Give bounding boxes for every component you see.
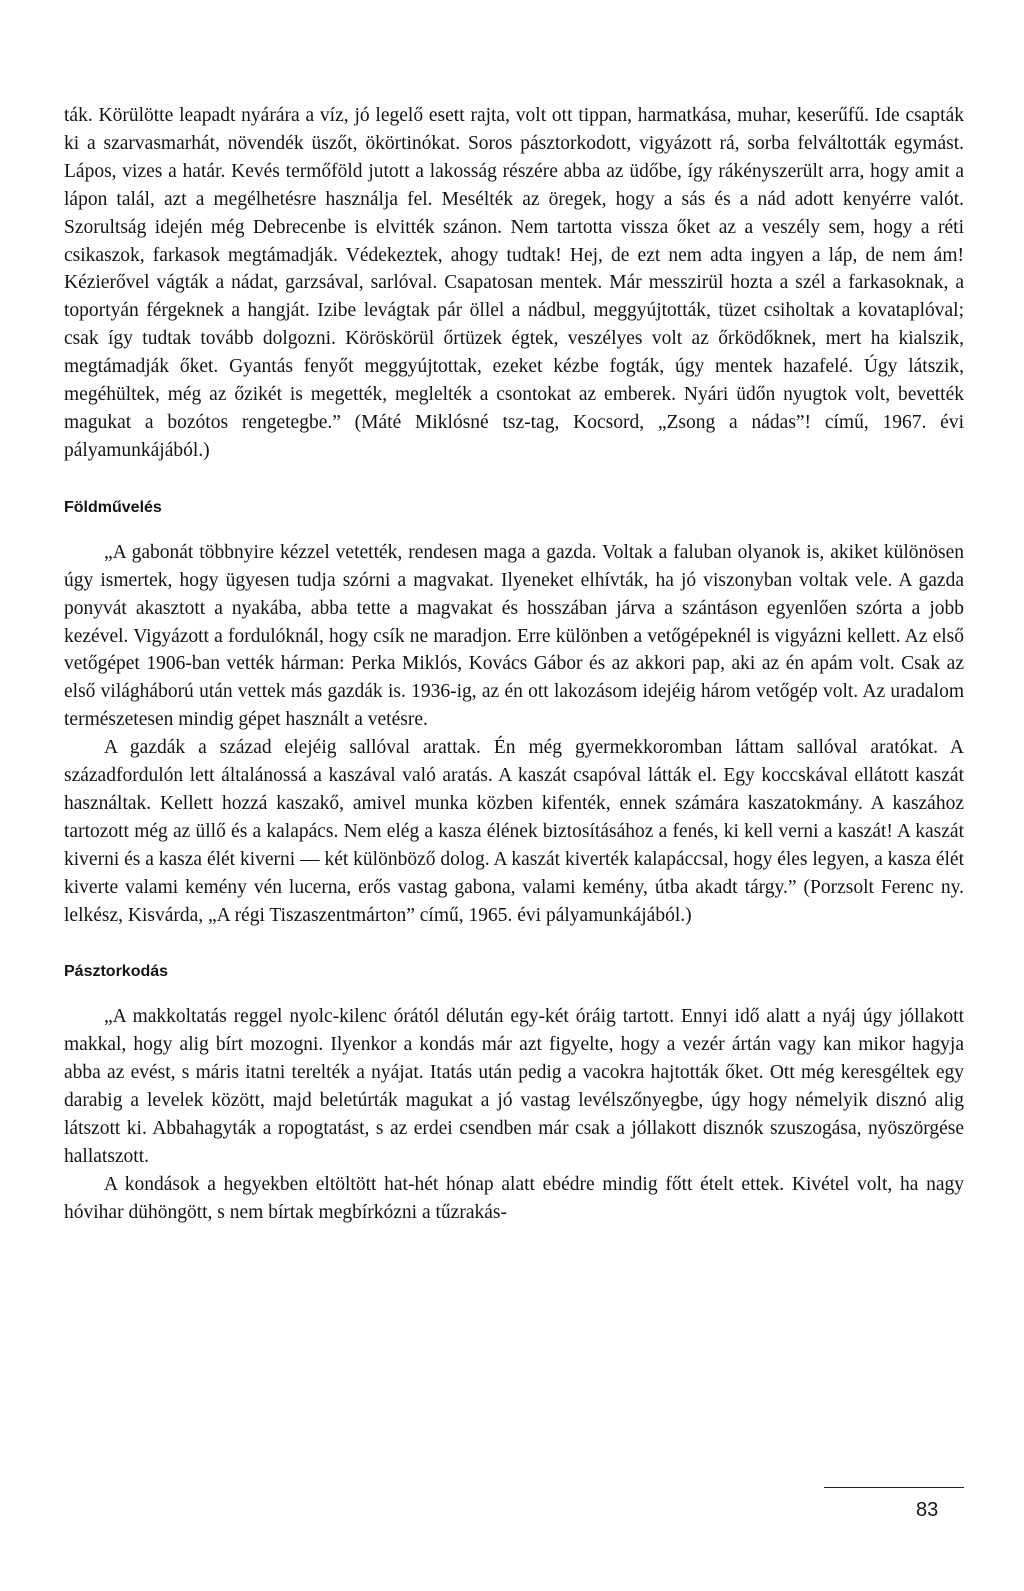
section-heading-foldmuveles: Földművelés [64,498,162,516]
paragraph: A gazdák a század elejéig sallóval arattak. Én még gyermekkoromban láttam sallóval aratókat. A századfordulón lett általánossá a kaszával való aratás. A kaszát csapóval látták el. Egy koccskával ellátott kaszát használtak. Kellett hozzá kaszakő, amivel munka közben kifenték, ennek számára kaszatokmány. A kaszához tartozott még az üllő és a kalapács. Nem elég a kasza élének biztosításához a fenés, ki kell verni a kaszát! A kaszát kiverni és a kasza élét kiverni — két különböző dolog. A kaszát kiverték kalapáccsal, hogy éles legyen, a kasza élét kiverte valami kemény vén lucerna, erős vastag gabona, valami kemény, útba akadt tárgy.” (Porzsolt Ferenc ny. lelkész, Kisvárda, „A régi Tiszaszentmárton” című, 1965. évi pályamunkájából.) [64,737,964,926]
section-pasztorkodas [64,1003,964,1226]
page-number: 83 [916,1499,939,1521]
page-body [64,102,964,1227]
paragraph: „A gabonát többnyire kézzel vetették, rendesen maga a gazda. Voltak a faluban olyanok is, akiket különösen úgy ismertek, hogy ügyesen tudja szórni a magvakat. Ilyeneket elhívták, ha jó viszonyban voltak vele. A gazda ponyvát akasztott a nyakába, abba tette a magvakat és hosszában járva a szántáson egyenlően szórta a jobb kezével. Vigyázott a fordulóknál, hogy csík ne maradjon. Erre különben a vetőgépeknél is vigyázni kellett. Az első vetőgépet 1906-ban vették hárman: Perka Miklós, Kovács Gábor és az akkori pap, aki az én apám volt. Csak az első világháború után vettek más gazdák is. 1936-ig, az én ott lakozásom idejéig három vetőgép volt. Az uradalom természetesen mindig gépet használt a vetésre. [64,541,964,731]
paragraph: „A makkoltatás reggel nyolc-kilenc órától délután egy-két óráig tartott. Ennyi idő alatt a nyáj úgy jóllakott makkal, hogy alig bírt mozogni. Ilyenkor a kondás már azt figyelte, hogy a vezér ártán vagy kan mikor hagyja abba az evést, s máris itatni terelték a nyájat. Itatás után pedig a vacokra hajtották őket. Ott még keresgéltek egy darabig a levelek között, majd beletúrták magukat a jó vastag levélszőnyegbe, úgy hogy némelyik disznó alig látszott ki. Abbahagyták a ropogtatást, s az erdei csendben már csak a jóllakott disznók szuszogása, nyöszörgése hallatszott. [64,1006,964,1167]
footer-rule [824,1487,964,1488]
intro-paragraph [64,102,964,465]
section-heading-pasztorkodas: Pásztorkodás [64,963,169,981]
section-foldmuveles [64,539,964,930]
paragraph: A kondások a hegyekben eltöltött hat-hét hónap alatt ebédre mindig főtt ételt ettek. Kivétel volt, ha nagy hóvihar dühöngött, s nem bírtak megbírkózni a tűzrakás- [64,1173,964,1223]
intro-text: ták. Körülötte leapadt nyárára a víz, jó legelő esett rajta, volt ott tippan, harmatkása, muhar, keserűfű. Ide csapták ki a szarvasmarhát, növendék üszőt, ökörtinókat. Soros pásztorkodott, vigyázott rá, sorba felváltották egymást. Lápos, vizes a határ. Kevés termőföld jutott a lakosság részére abba az üdőbe, így rákényszerült arra, hogy amit a lápon talál, azt a megélhetésre használja fel. Mesélték az öregek, hogy a sás és a nád adott kenyérre valót. Szorultság idején még Debrecenbe is elvitték szánon. Nem tartotta vissza őket az a veszély sem, hogy a réti csikaszok, farkasok megtámadják. Védekeztek, ahogy tudtak! Hej, de ezt nem adta ingyen a láp, de nem ám! Kézierővel vágták a nádat, garzsával, sarlóval. Csapatosan mentek. Már messzirül hozta a szél a farkasoknak, a toportyán férgeknek a hangját. Izibe levágtak pár öllel a nádbul, meggyújtották, tüzet csiholtak a kovataplóval; csak így tudtak tovább dolgozni. Köröskörül őrtüzek égtek, veszélyes volt az őrködőknek, mert ha kialszik, megtámadják őket. Gyantás fenyőt meggyújtottak, ezeket kézbe fogták, úgy mentek hazafelé. Úgy látszik, megéhültek, még az őzikét is megették, meglelték a csontokat az emberek. Nyári üdőn nyugtok volt, bevették magukat a bozótos rengetegbe.” (Máté Miklósné tsz-tag, Kocsord, „Zsong a nádas”! című, 1967. évi pályamunkájából.) [64,105,964,461]
